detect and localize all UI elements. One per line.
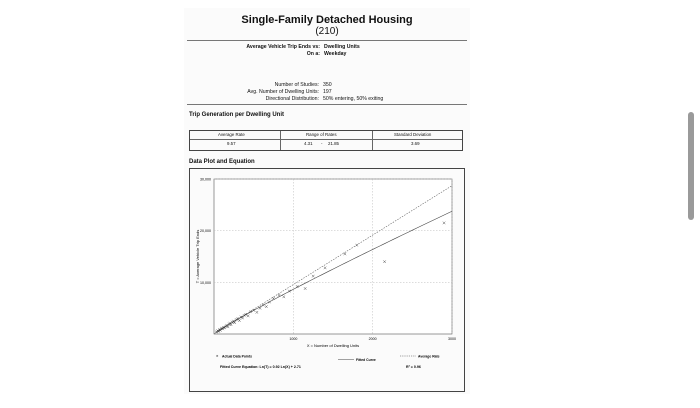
document-page (184, 8, 470, 394)
range-sep: - (321, 141, 323, 146)
table-header-line (190, 139, 462, 140)
rates-section-title: Trip Generation per Dwelling Unit (189, 112, 285, 118)
avg-rate-header: Average Rate (218, 132, 245, 137)
table-col-divider (280, 131, 281, 150)
legend-point-marker: × (216, 353, 219, 359)
y-tick-label: 20,000 (200, 229, 211, 234)
plot-section-title: Data Plot and Equation (189, 159, 255, 165)
x-axis-label: X = Number of Dwelling Units (306, 343, 360, 348)
y-tick-label: 30,000 (200, 177, 211, 182)
legend-average-label: Average Rate (418, 354, 440, 359)
range-header: Range of Rates (306, 132, 337, 137)
table-col-divider (372, 131, 373, 150)
fitted-curve-equation: Fitted Curve Equation: Ln(T) = 0.92 Ln(X) + 2.71 (220, 365, 301, 369)
distribution-value: 50% entering, 50% exiting (323, 96, 384, 102)
x-tick-label: 2000 (368, 337, 377, 341)
measure-label: Average Vehicle Trip Ends vs: (246, 44, 320, 50)
plot-frame (189, 168, 465, 392)
studies-value: 350 (323, 82, 332, 88)
rates-table (189, 130, 463, 151)
sd-value: 3.69 (411, 141, 420, 146)
title-divider (187, 40, 467, 41)
sd-header: Standard Deviation (394, 132, 432, 137)
y-axis-label: T = Average Vehicle Trip Ends (195, 229, 200, 284)
units-value: 197 (323, 89, 332, 95)
page-title: Single-Family Detached Housing (241, 14, 413, 26)
legend-points-label: Actual Data Points (222, 354, 252, 359)
distribution-label: Directional Distribution: (265, 96, 319, 102)
avg-rate-value: 9.57 (227, 141, 236, 146)
on-value: Weekday (324, 51, 347, 57)
studies-label: Number of Studies: (274, 82, 319, 88)
r-squared: R² = 0.96 (406, 365, 421, 369)
y-tick-label: 10,000 (200, 280, 211, 285)
on-label: On a: (306, 51, 320, 57)
range-low: 4.31 (304, 141, 313, 146)
stats-divider (187, 104, 467, 105)
legend-fitted-label: Fitted Curve (356, 357, 376, 362)
measure-value: Dwelling Units (324, 44, 360, 50)
land-use-code: (210) (315, 26, 339, 37)
x-tick-label: 3000 (448, 337, 456, 341)
x-tick-label: 1000 (289, 337, 298, 341)
units-label: Avg. Number of Dwelling Units: (247, 89, 319, 95)
scatter-chart (190, 169, 464, 391)
range-high: 21.85 (328, 141, 339, 146)
scrollbar-thumb[interactable] (688, 112, 694, 220)
